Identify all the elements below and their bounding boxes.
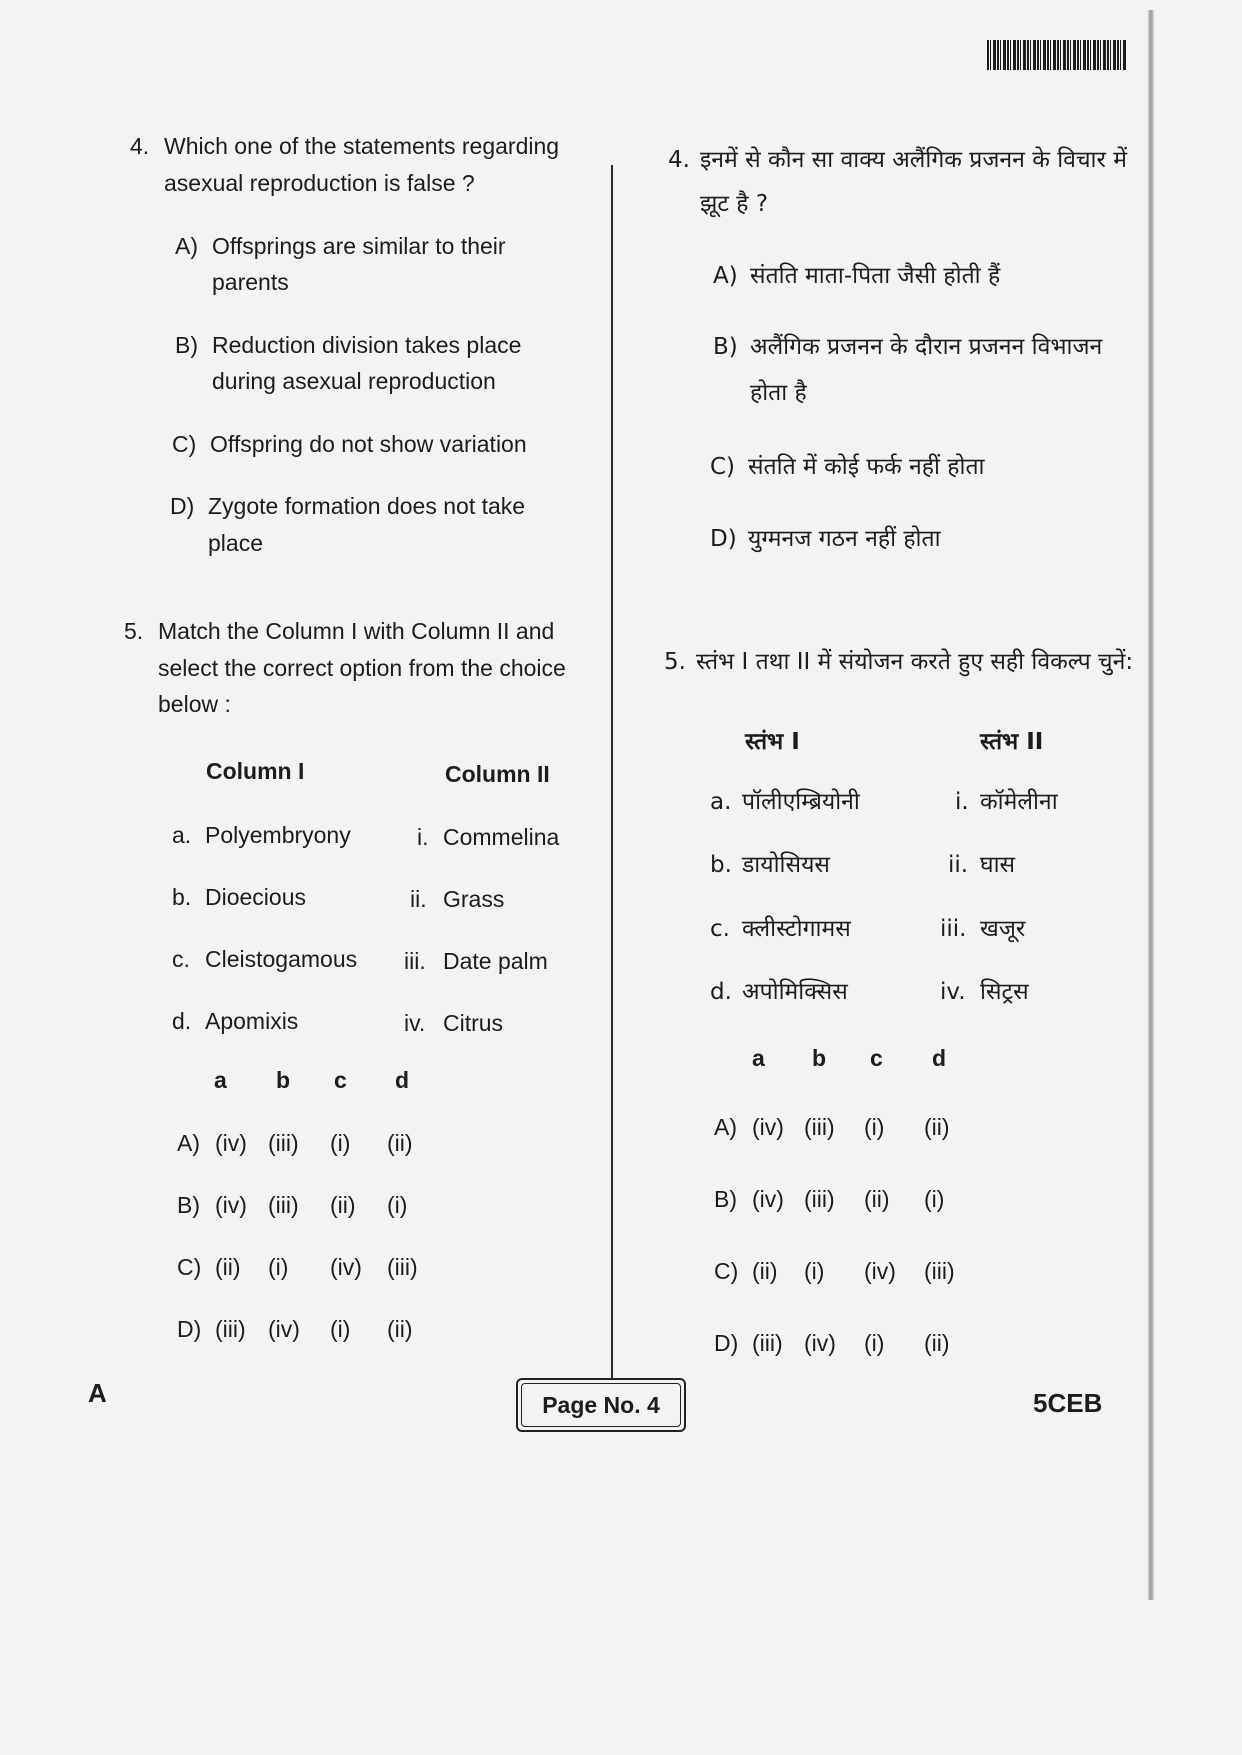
option-label: D): [170, 493, 195, 519]
answer-column-header: d: [395, 1067, 410, 1093]
answer-value: (iv): [804, 1330, 836, 1356]
answer-value: (ii): [387, 1130, 413, 1156]
answer-value: (iv): [864, 1258, 896, 1284]
row-numeral: iii.: [940, 916, 967, 942]
option-label: B): [175, 332, 198, 358]
row-letter: b.: [710, 852, 732, 878]
answer-column-header: c: [870, 1045, 883, 1071]
column-1-item: पॉलीएम्ब्रियोनी: [742, 789, 860, 815]
answer-column-header: a: [752, 1045, 765, 1071]
answer-value: (ii): [215, 1254, 241, 1280]
column-2-header: Column II: [445, 761, 550, 787]
answer-value: (ii): [864, 1186, 890, 1212]
answer-value: (iv): [215, 1130, 247, 1156]
answer-value: (i): [387, 1192, 408, 1218]
row-numeral: iv.: [404, 1010, 426, 1036]
column-2-item: Citrus: [443, 1010, 504, 1036]
barcode: [987, 40, 1127, 70]
option-text: Zygote formation does not take: [208, 493, 526, 519]
option-text: संतति माता-पिता जैसी होती हैं: [750, 263, 1001, 289]
column-1-item: Polyembryony: [205, 822, 351, 848]
answer-value: (i): [864, 1114, 885, 1140]
option-label: D): [710, 526, 737, 552]
answer-value: (iv): [215, 1192, 247, 1218]
booklet-code: 5CEB: [1033, 1388, 1103, 1418]
answer-column-header: c: [334, 1067, 347, 1093]
column-2-item: Commelina: [443, 824, 560, 850]
column-2-item: सिट्रस: [980, 979, 1029, 1005]
row-letter: d.: [710, 979, 732, 1005]
answer-label: D): [177, 1316, 202, 1342]
row-letter: c.: [172, 946, 190, 972]
question-text: select the correct option from the choice: [158, 655, 566, 681]
answer-value: (ii): [330, 1192, 356, 1218]
column-2-item: कॉमेलीना: [980, 789, 1058, 815]
answer-value: (i): [268, 1254, 289, 1280]
answer-label: C): [714, 1258, 739, 1284]
answer-label: D): [714, 1330, 739, 1356]
column-1-item: Apomixis: [205, 1008, 299, 1034]
column-1-item: Cleistogamous: [205, 946, 358, 972]
answer-value: (iv): [268, 1316, 300, 1342]
row-letter: a.: [172, 822, 192, 848]
answer-value: (iii): [215, 1316, 246, 1342]
option-text: parents: [212, 269, 289, 295]
answer-column-header: a: [214, 1067, 227, 1093]
option-text: place: [208, 530, 263, 556]
answer-value: (i): [330, 1316, 351, 1342]
row-letter: b.: [172, 884, 192, 910]
option-text: Offspring do not show variation: [210, 431, 527, 457]
answer-value: (iii): [804, 1186, 835, 1212]
column-1-header: Column I: [206, 758, 305, 784]
column-1-item: क्लीस्टोगामस: [742, 916, 851, 942]
row-numeral: iv.: [940, 979, 966, 1005]
row-letter: c.: [710, 916, 730, 942]
row-numeral: ii.: [410, 886, 427, 912]
option-text: Reduction division takes place: [212, 332, 522, 358]
answer-value: (iii): [268, 1192, 299, 1218]
column-2-header: स्तंभ II: [980, 729, 1044, 755]
answer-column-header: b: [276, 1067, 291, 1093]
answer-label: A): [714, 1114, 737, 1140]
answer-value: (iii): [752, 1330, 783, 1356]
page-edge-shadow: [1148, 10, 1154, 1600]
option-label: C): [710, 454, 736, 480]
answer-value: (ii): [387, 1316, 413, 1342]
page-number-box: [516, 1378, 686, 1432]
column-2-item: घास: [980, 852, 1016, 878]
option-text: अलैंगिक प्रजनन के दौरान प्रजनन विभाजन: [750, 334, 1103, 360]
question-number: 4.: [668, 147, 690, 173]
option-label: A): [713, 263, 738, 289]
question-number: 4.: [130, 133, 150, 159]
option-text: होता है: [750, 380, 807, 406]
question-text: स्तंभ I तथा II में संयोजन करते हुए सही विकल्प चुनें:: [696, 649, 1134, 675]
row-numeral: i.: [417, 824, 429, 850]
answer-value: (iv): [752, 1186, 784, 1212]
row-numeral: i.: [955, 789, 969, 815]
question-number: 5.: [664, 649, 686, 675]
option-label: A): [175, 233, 198, 259]
answer-label: B): [714, 1186, 737, 1212]
row-numeral: ii.: [948, 852, 969, 878]
column-1-item: अपोमिक्सिस: [742, 979, 848, 1005]
option-text: संतति में कोई फर्क नहीं होता: [748, 454, 985, 480]
page-number: Page No. 4: [521, 1383, 681, 1427]
answer-value: (iv): [330, 1254, 362, 1280]
answer-label: C): [177, 1254, 202, 1280]
question-text: इनमें से कौन सा वाक्य अलैंगिक प्रजनन के विचार में: [700, 147, 1127, 173]
answer-value: (i): [804, 1258, 825, 1284]
question-text: asexual reproduction is false ?: [164, 170, 475, 196]
column-1-item: डायोसियस: [742, 852, 830, 878]
answer-label: B): [177, 1192, 200, 1218]
option-text: Offsprings are similar to their: [212, 233, 506, 259]
column-2-item: Date palm: [443, 948, 548, 974]
option-label: B): [713, 334, 738, 360]
row-letter: a.: [710, 789, 732, 815]
question-number: 5.: [124, 618, 144, 644]
answer-value: (iii): [804, 1114, 835, 1140]
answer-label: A): [177, 1130, 200, 1156]
option-text: युग्मनज गठन नहीं होता: [748, 526, 941, 552]
question-text: Match the Column I with Column II and: [158, 618, 555, 644]
answer-value: (iii): [268, 1130, 299, 1156]
answer-value: (ii): [924, 1330, 950, 1356]
question-text: Which one of the statements regarding: [164, 133, 560, 159]
row-numeral: iii.: [404, 948, 426, 974]
answer-value: (i): [864, 1330, 885, 1356]
column-2-item: Grass: [443, 886, 505, 912]
answer-value: (i): [924, 1186, 945, 1212]
option-label: C): [172, 431, 197, 457]
answer-column-header: d: [932, 1045, 947, 1071]
answer-column-header: b: [812, 1045, 827, 1071]
column-2-item: खजूर: [980, 916, 1026, 942]
column-divider: [611, 165, 613, 1380]
series-label: A: [88, 1378, 107, 1408]
question-text: below :: [158, 691, 231, 717]
answer-value: (i): [330, 1130, 351, 1156]
answer-value: (ii): [924, 1114, 950, 1140]
column-1-header: स्तंभ I: [745, 729, 800, 755]
answer-value: (iii): [387, 1254, 418, 1280]
answer-value: (iii): [924, 1258, 955, 1284]
answer-value: (ii): [752, 1258, 778, 1284]
row-letter: d.: [172, 1008, 192, 1034]
option-text: during asexual reproduction: [212, 368, 496, 394]
column-1-item: Dioecious: [205, 884, 306, 910]
answer-value: (iv): [752, 1114, 784, 1140]
question-text: झूट है ?: [700, 191, 769, 217]
